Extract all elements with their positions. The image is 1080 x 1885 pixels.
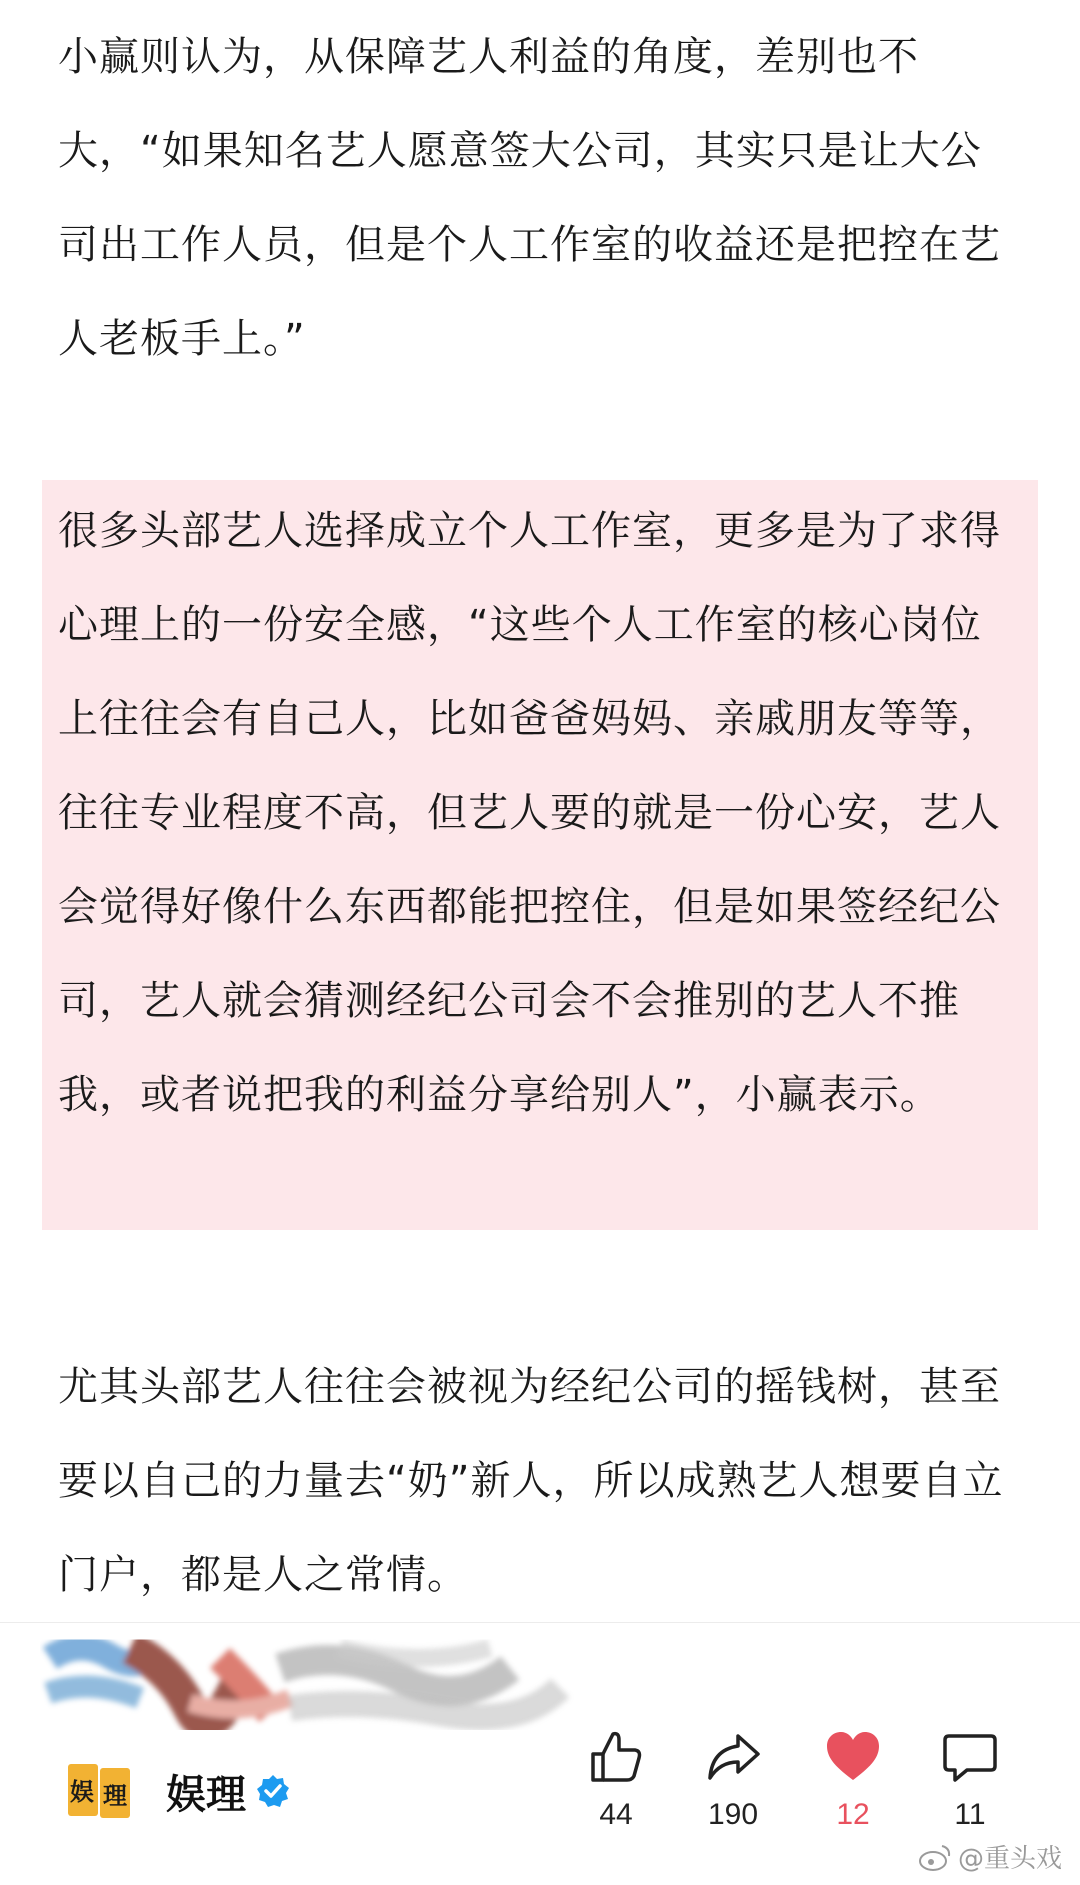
comment-count: 11 (954, 1798, 986, 1831)
weibo-watermark (918, 1838, 1062, 1875)
favorite-button[interactable] (803, 1728, 903, 1832)
article-paragraph-3: 尤其头部艺人往往会被视为经纪公司的摇钱树，甚至要以自己的力量去“奶”新人，所以成熟艺人想要自立门户，都是人之常情。 (58, 1364, 1004, 1598)
watermark-text: @重头戏 (957, 1844, 1062, 1874)
article-paragraph-2-highlighted: 很多头部艺人选择成立个人工作室，更多是为了求得心理上的一份安全感，“这些个人工作室的核心岗位上往往会有自己人，比如爸爸妈妈、亲戚朋友等等，往往专业程度不高，但艺人要的就是一份心安，艺人会觉得好像什么东西都能把控住，但是如果签经纪公司，艺人就会猜测经纪公司会不会推别的艺人不推我，或者说把我的利益分享给别人”，小赢表示。 (58, 508, 1001, 1118)
logo-char-1: 娱 (70, 1778, 94, 1806)
logo-char-2: 理 (103, 1782, 127, 1810)
article-paragraph-1: 小赢则认为，从保障艺人利益的角度，差别也不大，“如果知名艺人愿意签大公司，其实只是让大公司出工作人员，但是个人工作室的收益还是把控在艺人老板手上。” (58, 34, 1001, 362)
share-button[interactable] (683, 1728, 783, 1832)
account-info[interactable] (68, 1762, 290, 1820)
verified-badge-icon (256, 1774, 290, 1808)
thumbs-up-icon (587, 1728, 645, 1786)
share-count: 190 (707, 1798, 759, 1831)
comment-button[interactable] (920, 1728, 1020, 1832)
heart-icon (824, 1728, 882, 1786)
share-arrow-icon (704, 1728, 762, 1786)
post-footer-bar (0, 1700, 1080, 1885)
favorite-count: 12 (836, 1798, 870, 1831)
comment-bubble-icon (941, 1728, 999, 1786)
like-button[interactable] (566, 1728, 666, 1832)
account-name[interactable]: 娱理 (166, 1771, 246, 1818)
like-count: 44 (599, 1798, 633, 1831)
weibo-icon (918, 1842, 952, 1872)
account-logo[interactable] (68, 1762, 132, 1820)
